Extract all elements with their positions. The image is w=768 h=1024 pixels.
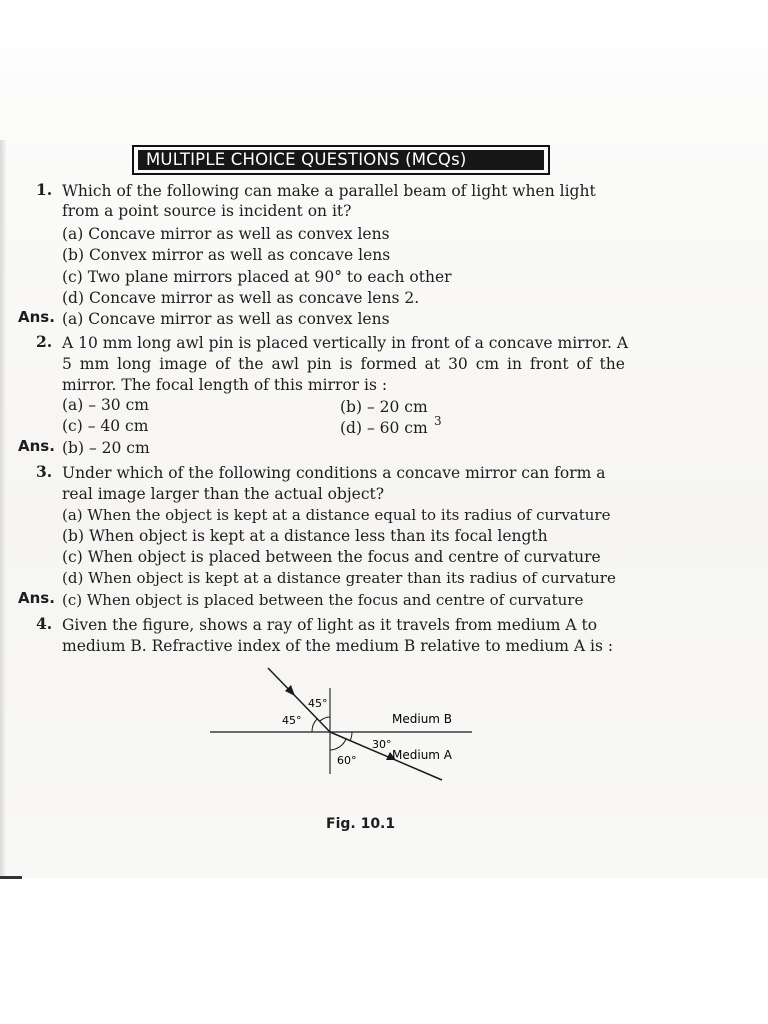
question-text: medium B. Refractive index of the medium B relative to medium A is : (62, 637, 614, 655)
answer-text: (c) When object is placed between the focus and centre of curvature (62, 591, 584, 609)
question-text: Under which of the following conditions a concave mirror can form a (62, 464, 606, 482)
angle-arc-top (320, 717, 330, 721)
answer-text: (b) – 20 cm (62, 439, 150, 457)
section-title: MULTIPLE CHOICE QUESTIONS (MCQs) (138, 150, 544, 170)
angle-arc-left (312, 719, 317, 732)
angle-label-bottom: 60° (337, 754, 357, 767)
answer-label: Ans. (18, 437, 55, 455)
question-text: Which of the following can make a parallel beam of light when light (62, 182, 596, 200)
question-text: mirror. The focal length of this mirror is : (62, 376, 388, 394)
angle-arc-right (350, 732, 352, 741)
question-text: Given the figure, shows a ray of light as it travels from medium A to (62, 616, 598, 634)
answer-text: (a) Concave mirror as well as convex lens (62, 310, 390, 328)
option-c: (c) When object is placed between the focus and centre of curvature (62, 548, 601, 566)
answer-label: Ans. (18, 589, 55, 607)
handwritten-mark: 3 (434, 414, 442, 428)
option-d: (d) Concave mirror as well as concave lens 2. (62, 289, 420, 307)
option-d: (d) When object is kept at a distance greater than its radius of curvature (62, 569, 616, 587)
margin-mark (0, 876, 22, 879)
page-edge-shadow (0, 140, 6, 880)
angle-label-left: 45° (282, 714, 302, 727)
question-text: from a point source is incident on it? (62, 202, 352, 220)
figure-caption: Fig. 10.1 (326, 816, 396, 832)
option-c: (c) Two plane mirrors placed at 90° to each other (62, 268, 452, 286)
question-number: 2. (36, 332, 53, 351)
question-text: A 10 mm long awl pin is placed vertically in front of a concave mirror. A (62, 334, 629, 352)
question-number: 3. (36, 462, 53, 481)
angle-label-refracted: 30° (372, 738, 392, 751)
angle-arc-bottom (330, 739, 346, 750)
option-a: (a) When the object is kept at a distance equal to its radius of curvature (62, 506, 611, 524)
option-a: (a) Concave mirror as well as convex lens (62, 225, 390, 243)
question-number: 4. (36, 614, 53, 633)
question-number: 1. (36, 180, 53, 199)
option-b: (b) – 20 cm (340, 398, 428, 416)
option-b: (b) When object is kept at a distance less than its focal length (62, 527, 548, 545)
option-c: (c) – 40 cm (62, 417, 149, 435)
section-title-box (132, 145, 550, 175)
medium-a-label: Medium A (392, 748, 453, 762)
angle-label-top: 45° (308, 697, 328, 710)
question-text: real image larger than the actual object? (62, 485, 385, 503)
option-d: (d) – 60 cm (340, 419, 428, 437)
refraction-diagram (200, 658, 480, 808)
option-a: (a) – 30 cm (62, 396, 149, 414)
option-b: (b) Convex mirror as well as concave lens (62, 246, 391, 264)
blank-bottom-area (0, 878, 768, 1024)
answer-label: Ans. (18, 308, 55, 326)
question-text: 5 mm long image of the awl pin is formed at 30 cm in front of the (62, 355, 625, 373)
medium-b-label: Medium B (392, 712, 453, 726)
